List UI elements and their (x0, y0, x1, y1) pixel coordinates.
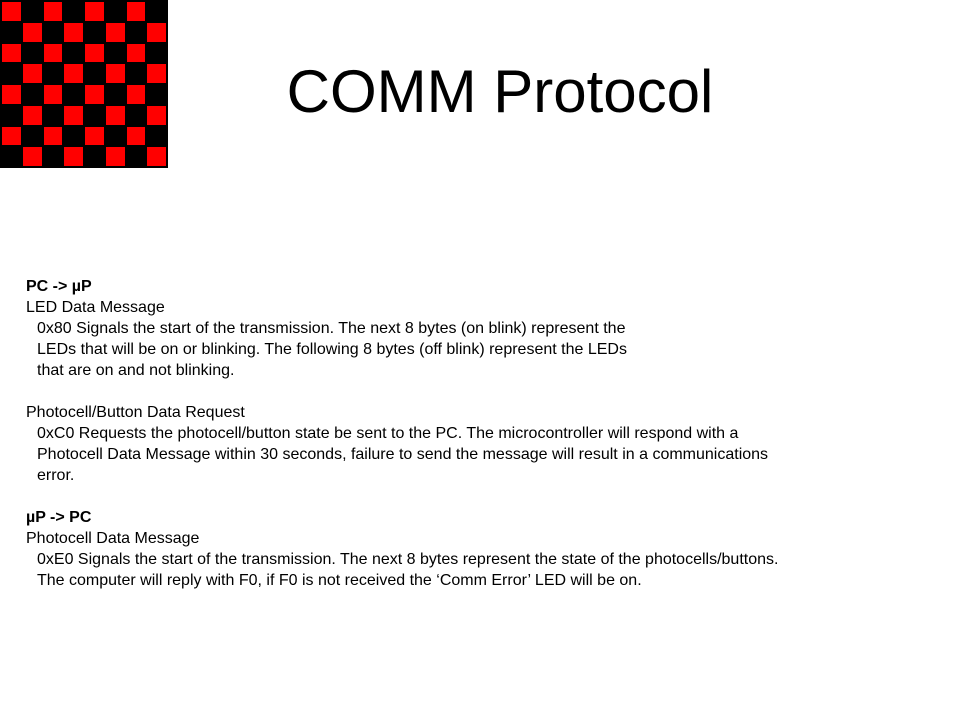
photocell-request-line-3: error. (37, 467, 75, 484)
checker-square (106, 23, 125, 42)
checker-square (106, 127, 125, 146)
checker-square (64, 127, 83, 146)
checker-square (64, 2, 83, 21)
checker-square (85, 127, 104, 146)
photocell-data-message-title: Photocell Data Message (26, 530, 200, 547)
slide-body (26, 276, 926, 591)
checker-square (127, 127, 146, 146)
checker-square (2, 147, 21, 166)
spacer (26, 486, 926, 507)
checker-square (85, 147, 104, 166)
led-data-message-line-1: 0x80 Signals the start of the transmission. The next 8 bytes (on blink) represent the (37, 320, 626, 337)
photocell-request-line-2: Photocell Data Message within 30 seconds, failure to send the message will result in a communications (37, 446, 769, 463)
led-data-message-line-2: LEDs that will be on or blinking. The following 8 bytes (off blink) represent the LEDs (37, 341, 627, 358)
checker-square (64, 23, 83, 42)
checker-square (127, 23, 146, 42)
checker-square (106, 147, 125, 166)
photocell-data-message-line-1: 0xE0 Signals the start of the transmission. The next 8 bytes represent the state of the photocells/buttons. (37, 551, 779, 568)
checker-square (147, 127, 166, 146)
checker-square (64, 147, 83, 166)
checker-square (147, 147, 166, 166)
slide-title: COMM Protocol (286, 58, 714, 125)
checker-square (23, 127, 42, 146)
spacer (26, 381, 926, 402)
photocell-request-line-1: 0xC0 Requests the photocell/button state be sent to the PC. The microcontroller will respond with a (37, 425, 739, 442)
checker-square (85, 23, 104, 42)
checker-square (44, 2, 63, 21)
checker-square (147, 2, 166, 21)
checker-square (44, 127, 63, 146)
checker-square (2, 23, 21, 42)
checker-square (23, 2, 42, 21)
checker-square (44, 23, 63, 42)
checker-square (2, 2, 21, 21)
checker-square (85, 2, 104, 21)
checker-square (44, 147, 63, 166)
pc-to-up-heading: PC -> µP (26, 278, 92, 295)
checker-square (106, 2, 125, 21)
checker-square (127, 147, 146, 166)
photocell-data-message-line-2: The computer will reply with F0, if F0 is not received the ‘Comm Error’ LED will be on. (37, 572, 642, 589)
led-data-message-title: LED Data Message (26, 299, 165, 316)
checker-square (2, 127, 21, 146)
up-to-pc-heading: µP -> PC (26, 509, 92, 526)
checker-square (127, 2, 146, 21)
photocell-request-title: Photocell/Button Data Request (26, 404, 245, 421)
checker-square (23, 23, 42, 42)
checker-square (147, 23, 166, 42)
led-data-message-line-3: that are on and not blinking. (37, 362, 235, 379)
checker-square (23, 147, 42, 166)
